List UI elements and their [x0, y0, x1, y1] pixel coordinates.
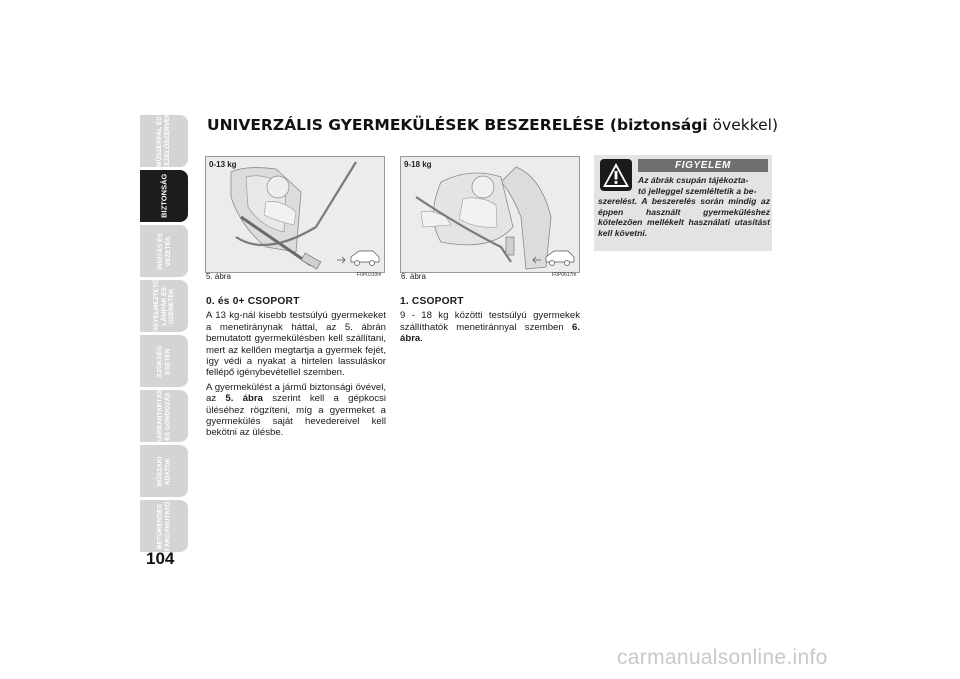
figure-6-caption: 6. ábra	[401, 272, 426, 281]
title-main: UNIVERZÁLIS GYERMEKÜLÉSEK BESZERELÉSE	[207, 116, 605, 134]
figure-6-code: F0P0617m	[552, 272, 577, 278]
tab-szukseg[interactable]	[140, 335, 188, 387]
group-1-paragraph: 9 - 18 kg közötti testsúlyú gyermekek szállíthatók menetiránnyal szemben 6. ábra.	[400, 310, 580, 345]
page-title	[207, 116, 778, 134]
tab-figyelmezteto[interactable]	[140, 280, 188, 332]
figure-weight-label: 0-13 kg	[209, 160, 237, 169]
tab-label: BETŰRENDES TÁRGYMUTATÓ	[156, 501, 172, 551]
tab-karbantartas[interactable]	[140, 390, 188, 442]
watermark-text: carmanualsonline.info	[617, 646, 828, 669]
warning-box	[594, 155, 772, 251]
figure-5-code: F0P0310m	[357, 272, 382, 278]
group-1-section	[400, 296, 580, 348]
group-1-heading: 1. CSOPORT	[400, 296, 464, 307]
tab-label: BIZTONSÁG	[159, 173, 169, 219]
group-0-section	[206, 296, 386, 442]
group-0-paragraph-1: A 13 kg-nál kisebb testsúlyú gyermekeket a menetiránynak háttal, az 5. ábrán bemutatott gyermekülésben kell szállítani, mert az kellően megtartja a gyermek fejét, így védi a nyakat a hirtelen lassuláskor fellépő igénybevétellel szemben.	[206, 310, 386, 379]
warning-text: Az ábrák csupán tájékozta- tó jelleggel szemléltetik a be- szerelést. A beszerelés során mindig az éppen használt gyermeküléshez kötelezően mellékelt használati utasítást kell követni.	[598, 175, 770, 238]
forward-facing-seat-illustration	[401, 157, 579, 272]
figure-5-caption: 5. ábra	[206, 272, 231, 281]
tab-muszerfal[interactable]	[140, 112, 188, 170]
figure-5	[205, 156, 385, 273]
tab-biztonsag[interactable]	[140, 170, 188, 222]
chapter-tabs	[140, 112, 190, 555]
tab-label: SZÜKSÉG ESETÉN	[156, 345, 171, 377]
figure-weight-label: 9-18 kg	[404, 160, 432, 169]
tab-inditas[interactable]	[140, 225, 188, 277]
tab-label: MŰSZERFAL ÉS KEZELŐSZERVEK	[156, 112, 172, 170]
group-0-paragraph-2: A gyermekülést a jármű biztonsági övével, az 5. ábra szerint kell a gépkocsi üléséhez rögzíteni, míg a gyermeket a gyermekülés saját hevedereivel kell bekötni az ülésbe.	[206, 381, 386, 439]
tab-label: INDÍTÁS ÉS VEZETÉS	[156, 232, 171, 270]
tab-muszaki[interactable]	[140, 445, 188, 497]
page-number: 104	[146, 549, 175, 568]
tab-label: FIGYELMEZTETŐ LÁMPÁK ÉS ÜZENETEK	[152, 278, 175, 334]
tab-targymutato[interactable]	[140, 500, 188, 552]
rear-facing-seat-illustration	[206, 157, 384, 272]
title-sub: (biztonsági övekkel)	[609, 116, 779, 134]
warning-heading: FIGYELEM	[638, 159, 768, 172]
group-0-heading: 0. és 0+ CSOPORT	[206, 296, 300, 307]
figure-6	[400, 156, 580, 273]
tab-label: MŰSZAKI ADATOK	[156, 456, 171, 486]
tab-label: KARBANTARTÁS ÉS GONDOZÁS	[156, 388, 171, 444]
